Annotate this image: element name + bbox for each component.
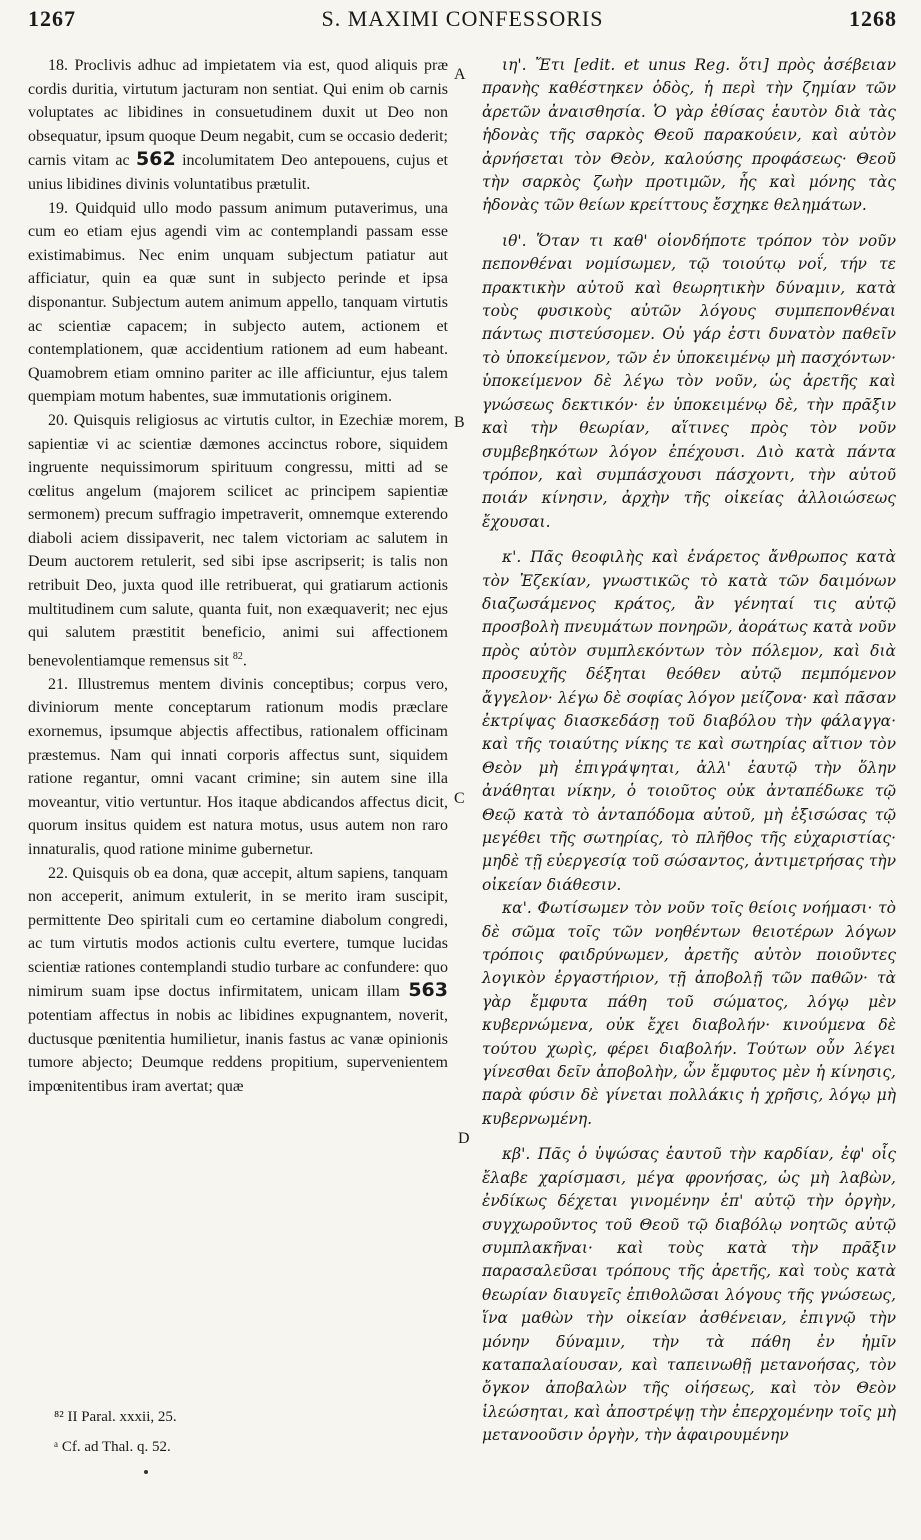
- paragraph-text: Illustremus mentem divinis conceptibus; corpus vero, diviniorum mente conceptarum rationum modis præclare exornemus, ipsumque abjectis affectibus, rationalem officinam præstemus. Nam qui innati corporis affectus sunt, siquidem ratione regantur, omni vacant crimine; sin autem sine illa moveantur, vitio vertuntur. Hos itaque abdicandos affectus dicit, quorum insitus quidem est natura motus, usus autem non raro innaturalis, quod ratione minime gubernetur.: [28, 675, 449, 858]
- footnote-a: ᵃ Cf. ad Thal. q. 52.: [54, 1439, 171, 1455]
- ink-dot: [144, 1470, 148, 1474]
- margin-letter-d: D: [458, 1130, 470, 1147]
- paragraph-number: 22.: [48, 864, 68, 882]
- paragraph-text: incolumitatem Deo antepouens, cujus et unius libidines divinis voluntatibus prætulit.: [28, 152, 449, 193]
- greek-paragraph-18: ιη'. Ἔτι [edit. et unus Reg. ὅτι] πρὸς ἀσέβειαν πρανὴς καθέστηκεν ὁδὸς, ἡ περὶ τὴν ζημίαν τῶν ἀρετῶν ἀναισθησία. Ὁ γὰρ ἐθίσας ἑαυτὸν διὰ τὰς ἡδονὰς τῆς σαρκὸς Θεοῦ παρακούειν, καὶ αὐτὸν ἀρνήσεται τὸν Θεὸν, καλούσης προφάσεως· Θεοῦ τὴν σαρκὸς ζωὴν προτιμῶν, ἧς καὶ μόνης τὰς ἡδονὰς τῶν θείων κρείττους ἔσχηκε θελημάτων.: [482, 56, 896, 215]
- paragraph-number: 19.: [48, 199, 68, 217]
- greek-paragraph-20: κ'. Πᾶς θεοφιλὴς καὶ ἐνάρετος ἄνθρωπος κατὰ τὸν Ἐζεκίαν, γνωστικῶς τὸ κατὰ τῶν δαιμόνων διαζωσάμενος κράτος, ἂν γένηταί τις αὐτῷ προσβολὴ πνευμάτων πονηρῶν, ἀοράτως κατὰ νοῦν πρὸς αὐτὸν συμπλεκόντων τὸν πόλεμον, καὶ διὰ προσευχῆς δέξηται θεόθεν αὐτῷ πεμπόμενον ἄγγελον· λέγω δὲ σοφίας λόγον μείζονα· καὶ πᾶσαν ἐκτρίψας διασκεδάσῃ τοῦ διαβόλου τὴν φάλαγγα· καὶ τῆς τοιαύτης νίκης τε καὶ σωτηρίας αἴτιον τὸν Θεὸν μὴ ἐπιγράψηται, ἀλλ' ἑαυτῷ τὴν ὅλην ἀνάθηται νίκην, ὁ τοιοῦτος οὐκ ἀνταπέδωκε τῷ Θεῷ κατὰ τὸ ἀνταπόδομα αὐτοῦ, μὴ ἐξισώσας τῷ μεγέθει τῆς σωτηρίας, τὸ πλῆθος τῆς εὐχαριστίας· μηδὲ τῇ εὐεργεσίᾳ τοῦ σώσαντος, ἀντιμετρήσας τὴν οἰκείαν διάθεσιν.: [482, 548, 896, 894]
- paragraph-number: 21.: [48, 675, 68, 693]
- page-header: [28, 6, 897, 46]
- latin-paragraph-20: [28, 409, 448, 673]
- footnote-ref[interactable]: 82: [232, 650, 243, 662]
- paragraph-text: Quisquis religiosus ac virtutis cultor, in Ezechiæ morem, sapientiæ vi ac scientiæ dæmones accinctus robore, siquidem ingruente nequissimorum spirituum congressu, mitti ad se cœlitus angelum (majorem scilicet ac principem sapientiæ sermonem) precum suffragio impetraverit, omnemque exterendo diaboli aciem dissipaverit, nec talem victoriam ac salutem in Deum auctorem retulerit, sed sibi ipse ascripserit; is talis non retribuit Deo, juxta quod ille retribuerat, qui gratiarum actionis multitudinem cum salute, quanta fuit, non exæquaverit; nec ejus qui salutem præstitit beneficio, animi sui affectionem benevolentiamque remensus sit: [28, 411, 449, 670]
- paragraph-number: 18.: [48, 57, 68, 74]
- paragraph-text: Proclivis adhuc ad impietatem via est, quod aliquis præ cordis duritia, virtutum jacturam non sentiat. Qui enim ob carnis voluptates ac libidines in consuetudinem duxit ut Deo non obsequatur, ipsum quoque Deum negabit, cum se occasio dederit; carnis vitam ac: [28, 57, 449, 170]
- column-marker: 562: [136, 148, 176, 171]
- paragraph-text: potentiam affectus in nobis ac libidines expugnantem, noverit, ductusque pœnitentia humilietur, inanis fastus ac vanæ opinionis tumore abjecto; Deumque reddens propitium, supervenientem impœnitentibus iram avertat; quæ: [28, 1007, 448, 1095]
- running-title: S. MAXIMI CONFESSORIS: [321, 6, 604, 31]
- greek-paragraph-22: κβ'. Πᾶς ὁ ὑψώσας ἑαυτοῦ τὴν καρδίαν, ἐφ' οἷς ἔλαβε χαρίσμασι, μέγα φρονήσας, ὡς μὴ λαβὼν, ἐνδίκως δέχεται γινομένην ἐπ' αὐτῷ τὴν ὀργὴν, συγχωροῦντος τοῦ Θεοῦ τῷ διαβόλῳ νοητῶς αὐτῷ συμπλακῆναι· καὶ τοὺς κατὰ τὴν πρᾶξιν παρασαλεῦσαι τρόπους τῆς ἀρετῆς, καὶ τοὺς κατὰ θεωρίαν διαυγεῖς ἐπιθολῶσαι λόγους τῆς γνώσεως, ἵνα μαθὼν τὴν οἰκείαν ἀσθένειαν, ἐπιγνῷ τὴν μόνην δύναμιν, τὴν τὰ πάθη ἐν ἡμῖν καταπαλαίουσαν, καὶ ταπεινωθῇ μετανοήσας, τὸν ὄγκον ἀποβαλὼν τῆς οἰήσεως, καὶ τὸν Θεὸν ἱλεώσηται, καὶ ἀποστρέψῃ τὴν ἐπερχομένην τοῖς μὴ μετανοοῦσιν ὀργὴν, τὴν ἀφαιρουμένην: [482, 1145, 896, 1445]
- paragraph-end: .: [242, 652, 247, 670]
- footnotes: [54, 1402, 177, 1462]
- paragraph-text: Quidquid ullo modo passum animum putaverimus, una cum eo etiam ejus agendi vim ac contemplandi passam esse existimabimus. Nec enim unquam subjectum patiatur aut afficiatur, quin ea quæ sunt in subjecto perinde et ipsa disponantur. Subjectum autem animum appello, tanquam virtutis ac scientiæ capacem; in subjecto autem, actionem et contemplationem, quæ accidentium rationem ad eum habeant. Quamobrem etiam omnino pariter ac ille afficiuntur, ejus talem quempiam motum habentes, suæ immutationis originem.: [28, 199, 448, 406]
- page-number-right: 1268: [849, 6, 897, 31]
- margin-letter-b: B: [454, 414, 465, 431]
- greek-column: [482, 54, 896, 1460]
- latin-column: [28, 54, 448, 1098]
- column-marker: 563: [408, 979, 448, 1002]
- latin-paragraph-18: [28, 54, 448, 197]
- latin-paragraph-21: [28, 673, 448, 862]
- paragraph-text: Quisquis ob ea dona, quæ accepit, altum sapiens, tanquam non acceperit, animum extulerit, in se merito iram suscipit, permittente Deo spiritali cum eo certamine diabolum congredi, ac tum virtutis modos actionis cultu evertere, tumque lucidas scientiæ rationes contemplandi studio turbare ac confundere: quo nimirum suam ipse doctus infirmitatem, unicam illam: [28, 864, 448, 1001]
- footnote-82: ⁸² II Paral. xxxii, 25.: [54, 1409, 177, 1425]
- latin-paragraph-22: [28, 862, 448, 1099]
- paragraph-number: 20.: [48, 411, 68, 429]
- latin-paragraph-19: [28, 197, 448, 409]
- margin-letter-c: C: [454, 790, 465, 807]
- page-number-left: 1267: [28, 6, 76, 31]
- margin-letter-a: A: [454, 66, 466, 83]
- greek-paragraph-19: ιθ'. Ὅταν τι καθ' οἱονδήποτε τρόπον τὸν νοῦν πεπονθέναι νομίσωμεν, τῷ τοιούτῳ νοΐ, τήν τε πρακτικὴν αὐτοῦ καὶ θεωρητικὴν δύναμιν, κατὰ τοὺς φυσικοὺς αὐτῶν λόγους συμπεπονθέναι πάντως πιστεύσομεν. Οὐ γάρ ἐστι δυνατὸν παθεῖν τὸ ὑποκείμενον, τῶν ἐν ὑποκειμένῳ μὴ πασχόντων· ὑποκείμενον δὲ λέγω τὸν νοῦν, ὡς ἀρετῆς καὶ γνώσεως δεκτικόν· ἐν ὑποκειμένῳ δὲ, τὴν πρᾶξιν καὶ τὴν θεωρίαν, αἵτινες πρὸς τὸν νοῦν συμβεβηκότων λόγον ἐπέχουσι. Διὸ κατὰ πάντα τρόπον, καὶ συμπάσχουσι πάσχοντι, τὴν αὐτοῦ ποιάν κίνησιν, ἀρχὴν τῆς οἰκείας ἀλλοιώσεως ἔχουσαι.: [482, 231, 896, 531]
- greek-paragraph-21: κα'. Φωτίσωμεν τὸν νοῦν τοῖς θείοις νοήμασι· τὸ δὲ σῶμα τοῖς τῶν νοηθέντων θειοτέρων λόγων τρόποις φαιδρύνωμεν, ἀρετῆς αὐτὸν ποιοῦντες λογικὸν ἐργαστήριον, τῇ ἀποβολῇ τῶν παθῶν· τὰ γὰρ ἔμφυτα πάθη τοῦ σώματος, λόγῳ μὲν κυβερνώμενα, οὐκ ἔχει διαβολήν· κινούμενα δὲ τούτου χωρὶς, φέρει διαβολήν. Τούτων οὖν λέγει γίνεσθαι δεῖν ἀποβολὴν, ὧν ἔμφυτος μὲν ἡ κίνησις, παρὰ φύσιν δὲ γίνεται πολλάκις ἡ χρῆσις, λόγῳ μὴ κυβερνωμένη.: [482, 899, 896, 1128]
